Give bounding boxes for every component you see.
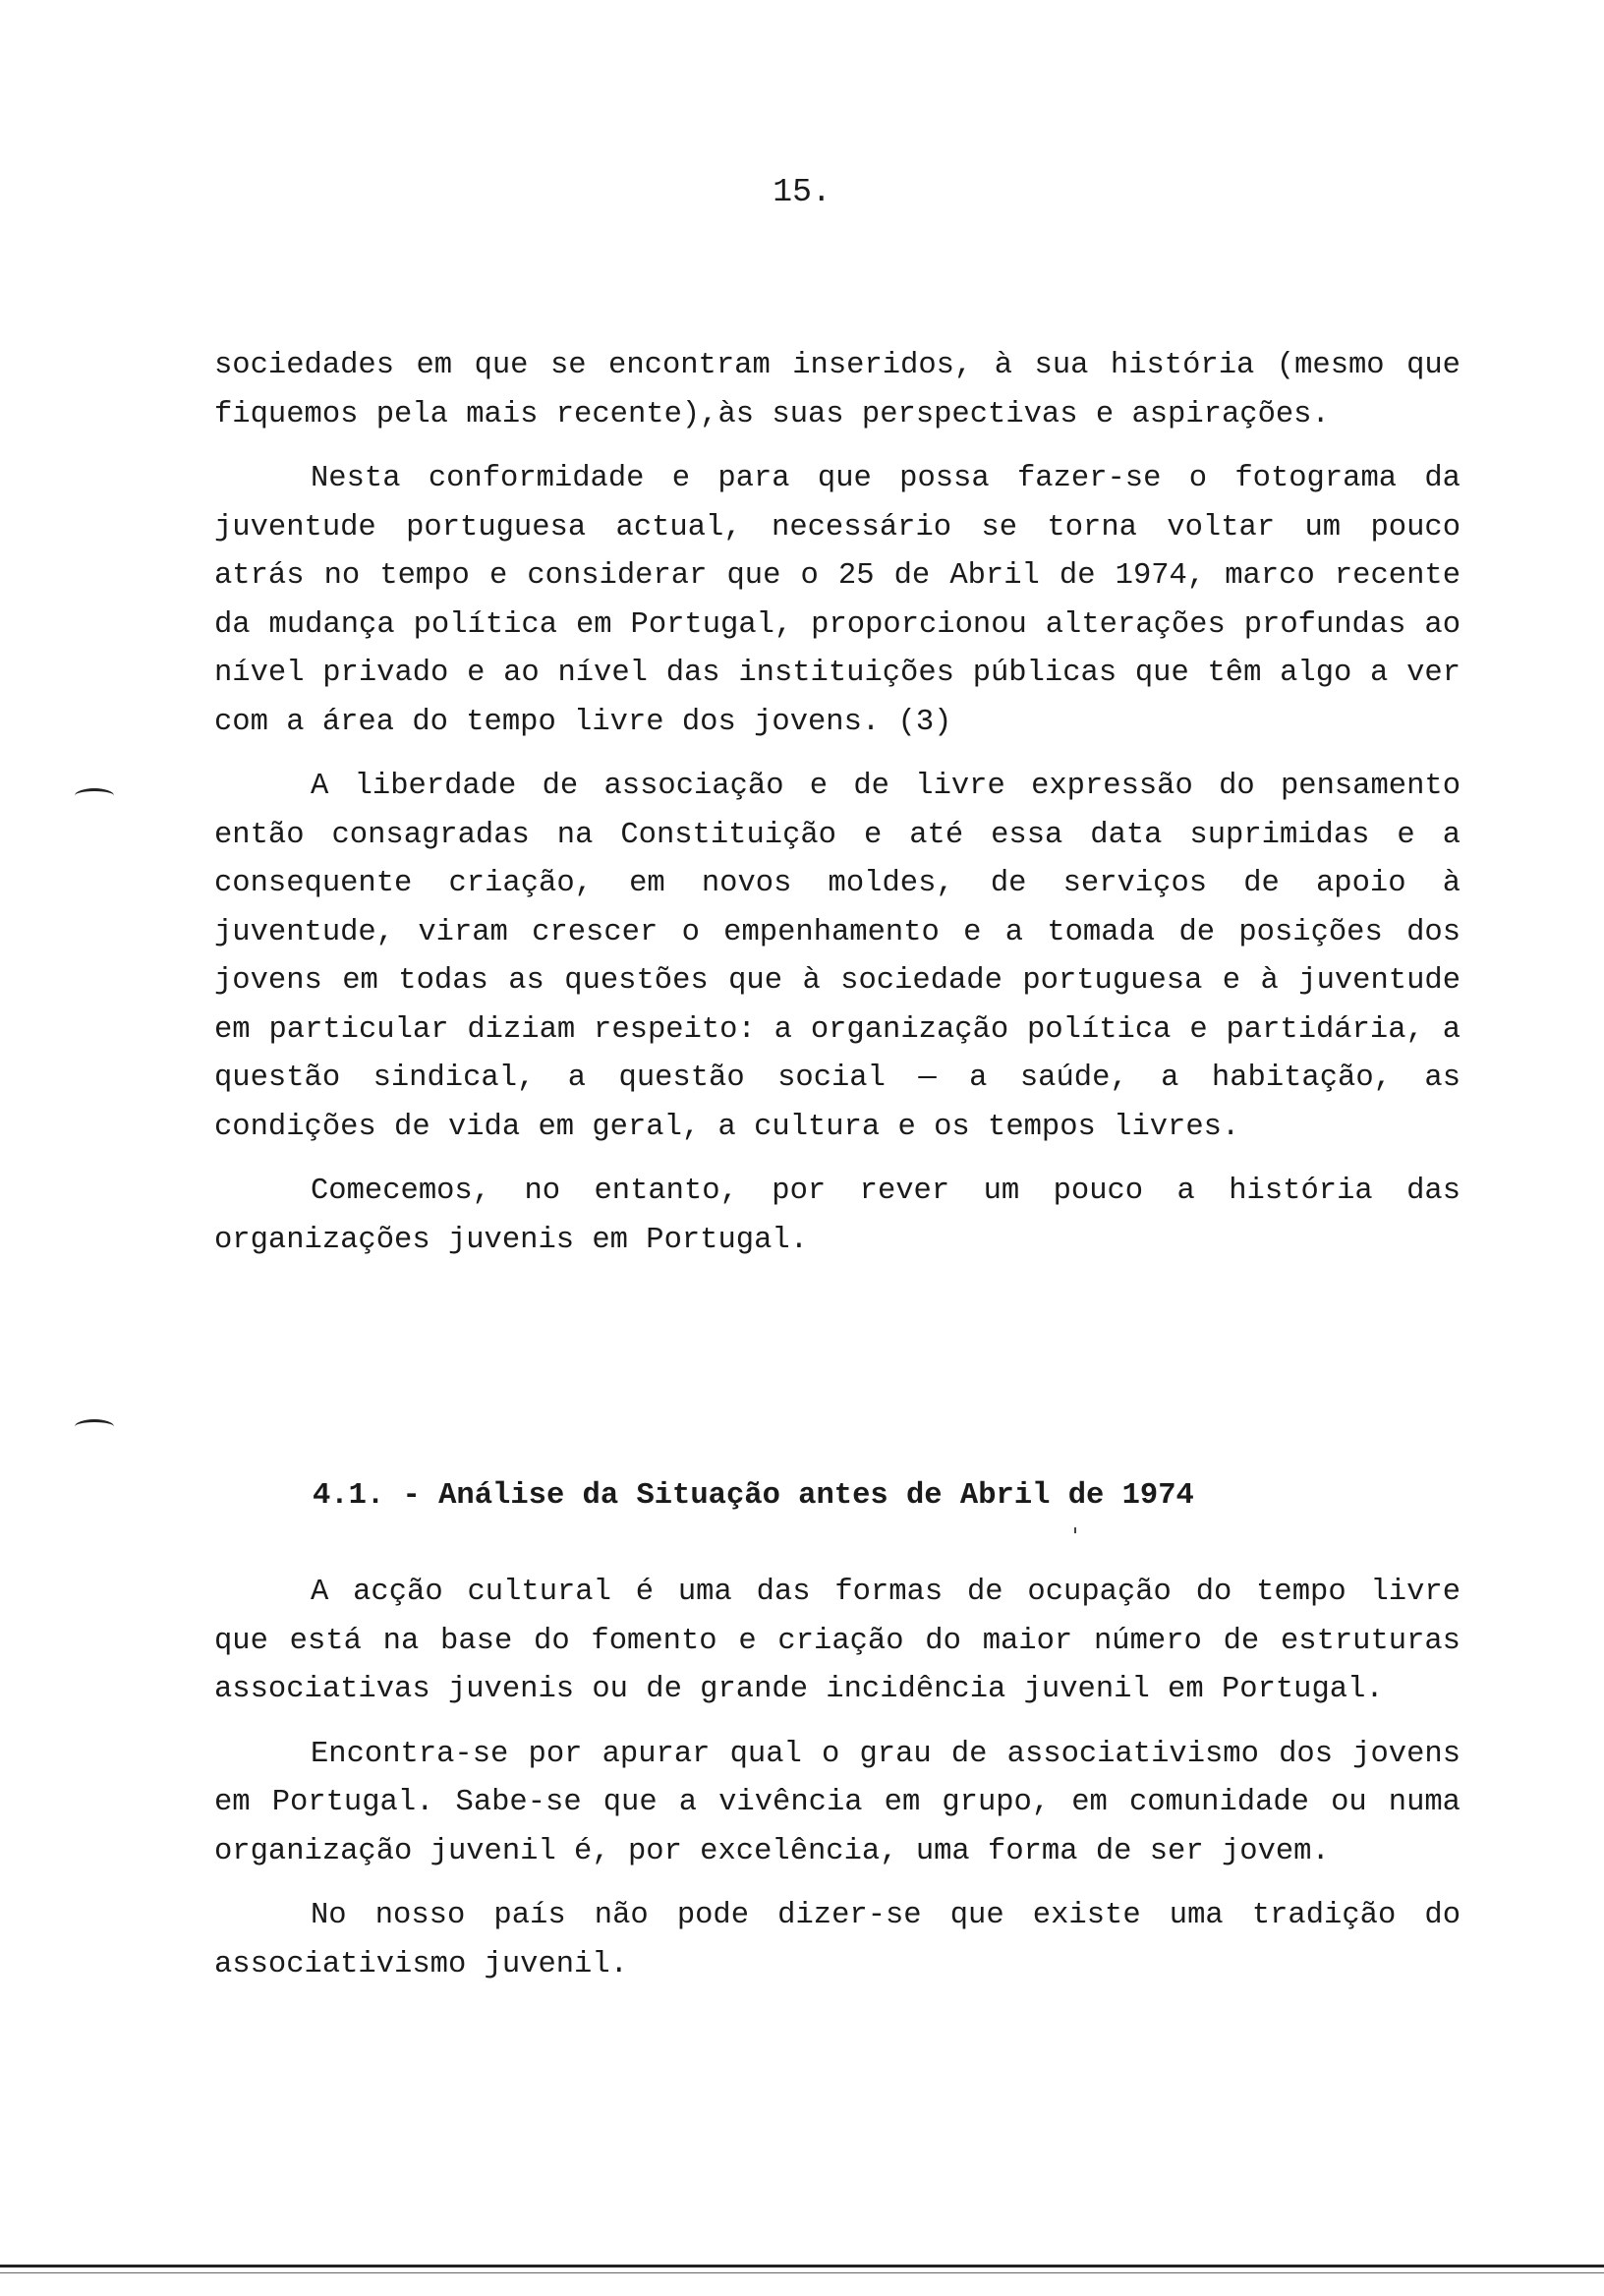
body-text-lower (214, 1569, 1461, 1989)
paragraph-conformidade: Nesta conformidade e para que possa fazer-se o fotograma da juventude portuguesa actual, necessário se torna voltar um pouco atrás no tempo e considerar que o 25 de Abril de 1974, marco recente da mudança política em Portugal, proporcionou alterações profundas ao nível privado e ao nível das instituições públicas que têm algo a ver com a área do tempo livre dos jovens. (3) (214, 462, 1461, 739)
paragraph-tradicao: No nosso país não pode dizer-se que existe uma tradição do associativismo juvenil. (214, 1899, 1461, 1981)
bottom-border-line-thin (0, 2272, 1604, 2273)
body-text-upper (214, 342, 1461, 1265)
paragraph-continuation: sociedades em que se encontram inseridos, à sua história (mesmo que fiquemos pela mais recente),às suas perspectivas e aspirações. (214, 349, 1461, 431)
paragraph-comecemos: Comecemos, no entanto, por rever um pouco a história das organizações juvenis em Portugal. (214, 1175, 1461, 1257)
paragraph-associativismo: Encontra-se por apurar qual o grau de associativismo dos jovens em Portugal. Sabe-se que a vivência em grupo, em comunidade ou numa organização juvenil é, por excelência, uma forma de ser jovem. (214, 1737, 1461, 1868)
binding-hole-mark-upper (75, 788, 114, 803)
page-number: 15. (773, 174, 831, 210)
section-heading: 4.1. - Análise da Situação antes de Abril de 1974 (313, 1479, 1194, 1513)
binding-hole-mark-lower (75, 1419, 114, 1434)
scan-speck (1074, 1527, 1076, 1533)
paragraph-accao-cultural: A acção cultural é uma das formas de ocupação do tempo livre que está na base do fomento e criação do maior número de estruturas associativas juvenis ou de grande incidência juvenil em Portugal. (214, 1576, 1461, 1706)
paragraph-liberdade: A liberdade de associação e de livre expressão do pensamento então consagradas na Constituição e até essa data suprimidas e a consequente criação, em novos moldes, de serviços de apoio à juventude, viram crescer o empenhamento e a tomada de posições dos jovens em todas as questões que à sociedade portuguesa e à juventude em particular diziam respeito: a organização política e partidária, a questão sindical, a questão social — a saúde, a habitação, as condições de vida em geral, a cultura e os tempos livres. (214, 770, 1461, 1144)
bottom-border-line (0, 2265, 1604, 2267)
